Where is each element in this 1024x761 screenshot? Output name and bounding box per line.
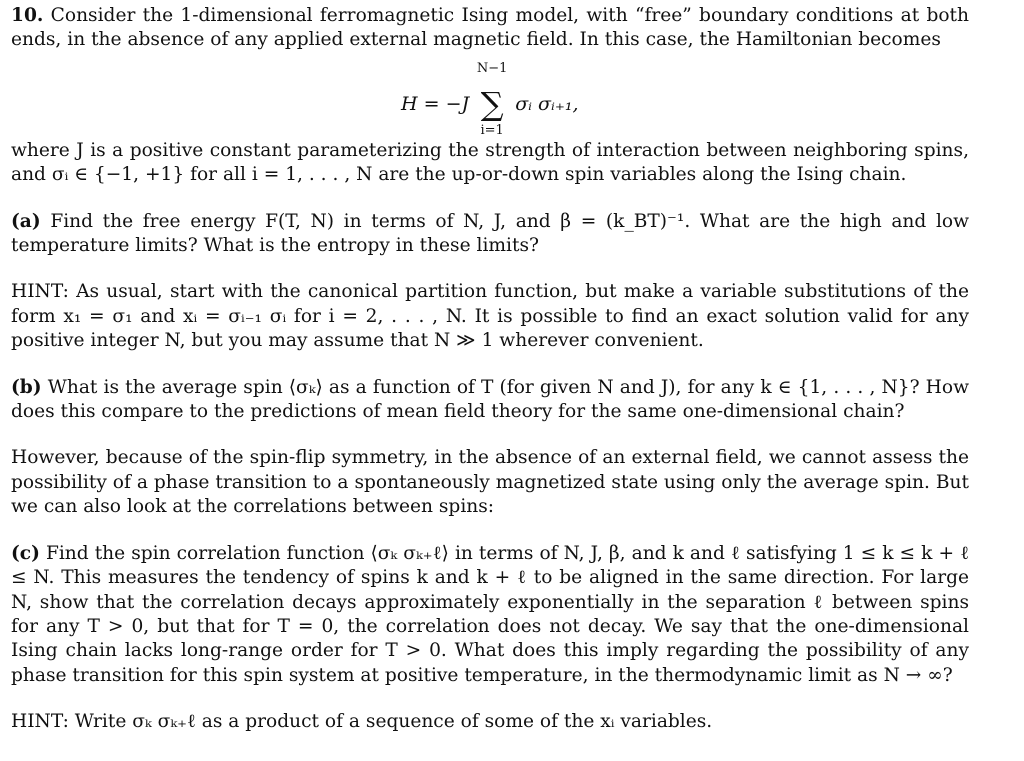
- sigma-sum-symbol: ∑: [480, 84, 504, 123]
- part-c: [11, 542, 969, 688]
- spin-flip-paragraph: However, because of the spin-flip symmetry, in the absence of an external field, we cannot assess the possibility of a phase transition to a spontaneously magnetized state using only the average spin. But we can also look at the correlations between spins:: [11, 447, 969, 518]
- part-c-text: Find the spin correlation function ⟨σₖ σₖ₊ℓ⟩ in terms of N, J, β, and k and ℓ satisfying 1 ≤ k ≤ k + ℓ ≤ N. This measures the tendency of spins k and k + ℓ to be aligned in the same direction. For large N, show that the correlation decays approximately exponentially in the separation ℓ between spins for any T > 0, but that for T = 0, the correlation does not decay. We say that the one-dimensional Ising chain lacks long-range order for T > 0. What does this imply regarding the possibility of any phase transition for this spin system at positive temperature, in the thermodynamic limit as N → ∞?: [11, 542, 969, 686]
- part-b-text: What is the average spin ⟨σₖ⟩ as a function of T (for given N and J), for any k ∈ {1, . . . , N}? How does this compare to the predictions of mean field theory for the same one-dimensional chain?: [11, 376, 970, 423]
- problem-number: 10.: [11, 5, 44, 26]
- part-c-label: (c): [11, 542, 40, 564]
- problem-page: [11, 4, 969, 735]
- part-a-text: Find the free energy F(T, N) in terms of N, J, and β = (k_BT)⁻¹. What are the high and low temperature limits? What is the entropy in these limits?: [11, 210, 969, 257]
- sum-lower-limit: i=1: [480, 122, 504, 138]
- hamiltonian-lhs: H = −J: [401, 92, 470, 115]
- sum-upper-limit: N−1: [476, 60, 508, 76]
- hamiltonian-summand: σᵢ σᵢ₊₁,: [515, 92, 579, 115]
- part-a-label: (a): [11, 210, 41, 232]
- part-a: [11, 210, 969, 259]
- where-paragraph: where J is a positive constant parameterizing the strength of interaction between neighboring spins, and σᵢ ∈ {−1, +1} for all i = 1, . . . , N are the up-or-down spin variables along the Ising chain.: [11, 139, 969, 186]
- hint-1: HINT: As usual, start with the canonical partition function, but make a variable substitutions of the form x₁ = σ₁ and xᵢ = σᵢ₋₁ σᵢ for i = 2, . . . , N. It is possible to find an exact solution valid for any positive integer N, but you may assume that N ≫ 1 wherever convenient.: [11, 281, 969, 352]
- hamiltonian-equation: [11, 53, 969, 139]
- intro-text: Consider the 1-dimensional ferromagnetic Ising model, with “free” boundary conditions at both ends, in the absence of any applied external magnetic field. In this case, the Hamiltonian becomes: [11, 5, 969, 51]
- problem-intro: [11, 4, 969, 53]
- summation: [475, 60, 509, 138]
- part-b-label: (b): [11, 376, 42, 398]
- hint-2: HINT: Write σₖ σₖ₊ℓ as a product of a sequence of some of the xᵢ variables.: [11, 711, 713, 733]
- part-b: [11, 376, 969, 425]
